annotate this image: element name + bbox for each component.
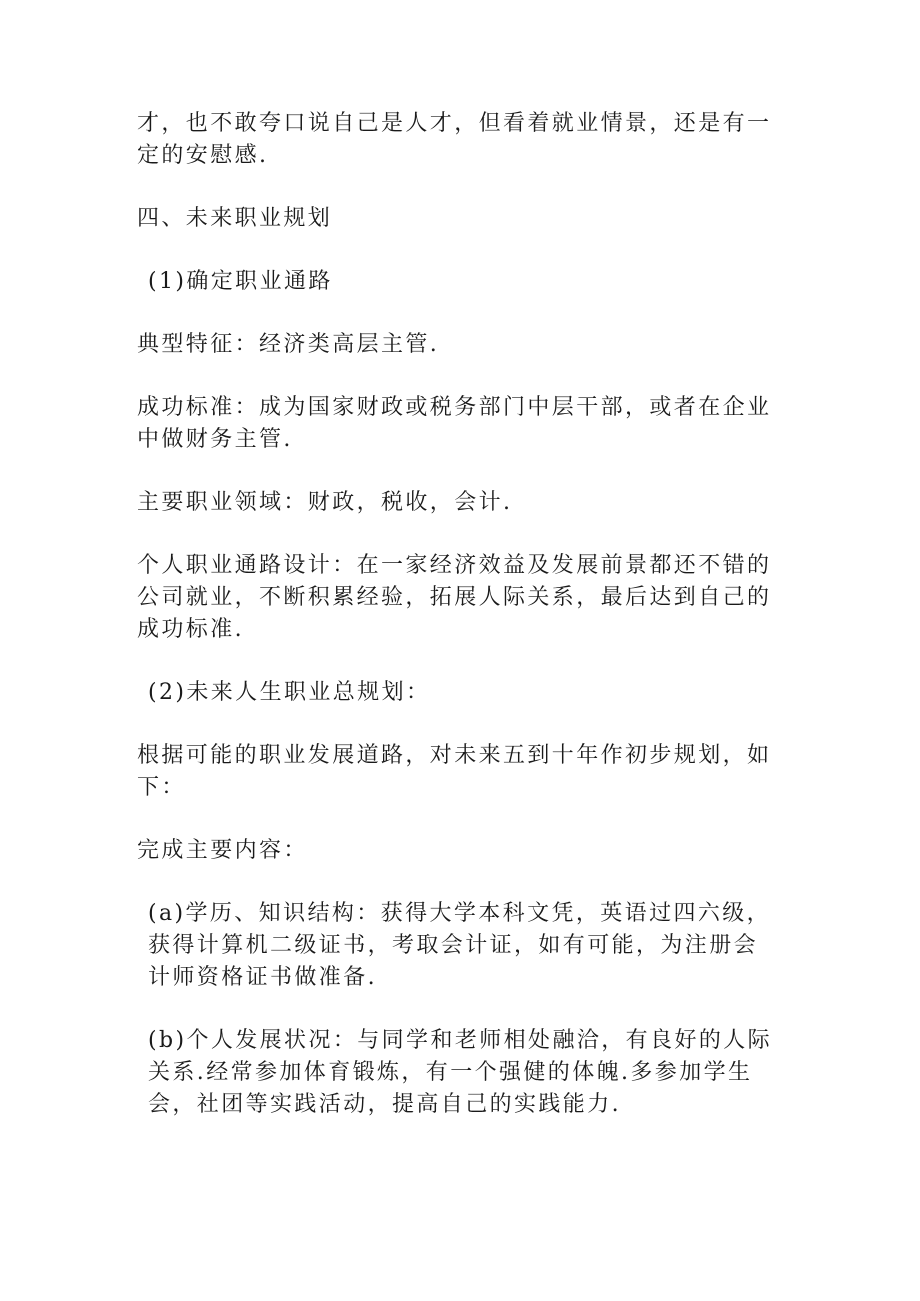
document-body xyxy=(137,108,777,1152)
paragraph-success-criteria: 成功标准：成为国家财政或税务部门中层干部，或者在企业中做财务主管. xyxy=(137,395,772,452)
paragraph-plan-intro: 根据可能的职业发展道路，对未来五到十年作初步规划，如下： xyxy=(137,743,772,800)
section-heading: 四、未来职业规划 xyxy=(137,206,333,231)
paragraph-career-fields: 主要职业领域：财政，税收，会计. xyxy=(137,490,513,515)
paragraph-item-a: (a)学历、知识结构：获得大学本科文凭，英语过四六级，获得计算机二级证书，考取会计证，如有可能，为注册会计师资格证书做准备. xyxy=(148,901,772,990)
paragraph-item-b: (b)个人发展状况：与同学和老师相处融洽，有良好的人际关系.经常参加体育锻炼，有一个强健的体魄.多参加学生会，社团等实践活动，提高自己的实践能力. xyxy=(148,1028,773,1117)
subsection-heading-1: (1)确定职业通路 xyxy=(148,269,333,294)
paragraph-1: 才，也不敢夸口说自己是人才，但看着就业情景，还是有一定的安慰感. xyxy=(137,111,772,168)
paragraph-career-path-design: 个人职业通路设计：在一家经济效益及发展前景都还不错的公司就业，不断积累经验，拓展人际关系，最后达到自己的成功标准. xyxy=(137,553,772,642)
subsection-heading-2: (2)未来人生职业总规划： xyxy=(148,680,431,705)
paragraph-main-content: 完成主要内容： xyxy=(137,838,308,863)
paragraph-typical-features: 典型特征：经济类高层主管. xyxy=(137,332,440,357)
